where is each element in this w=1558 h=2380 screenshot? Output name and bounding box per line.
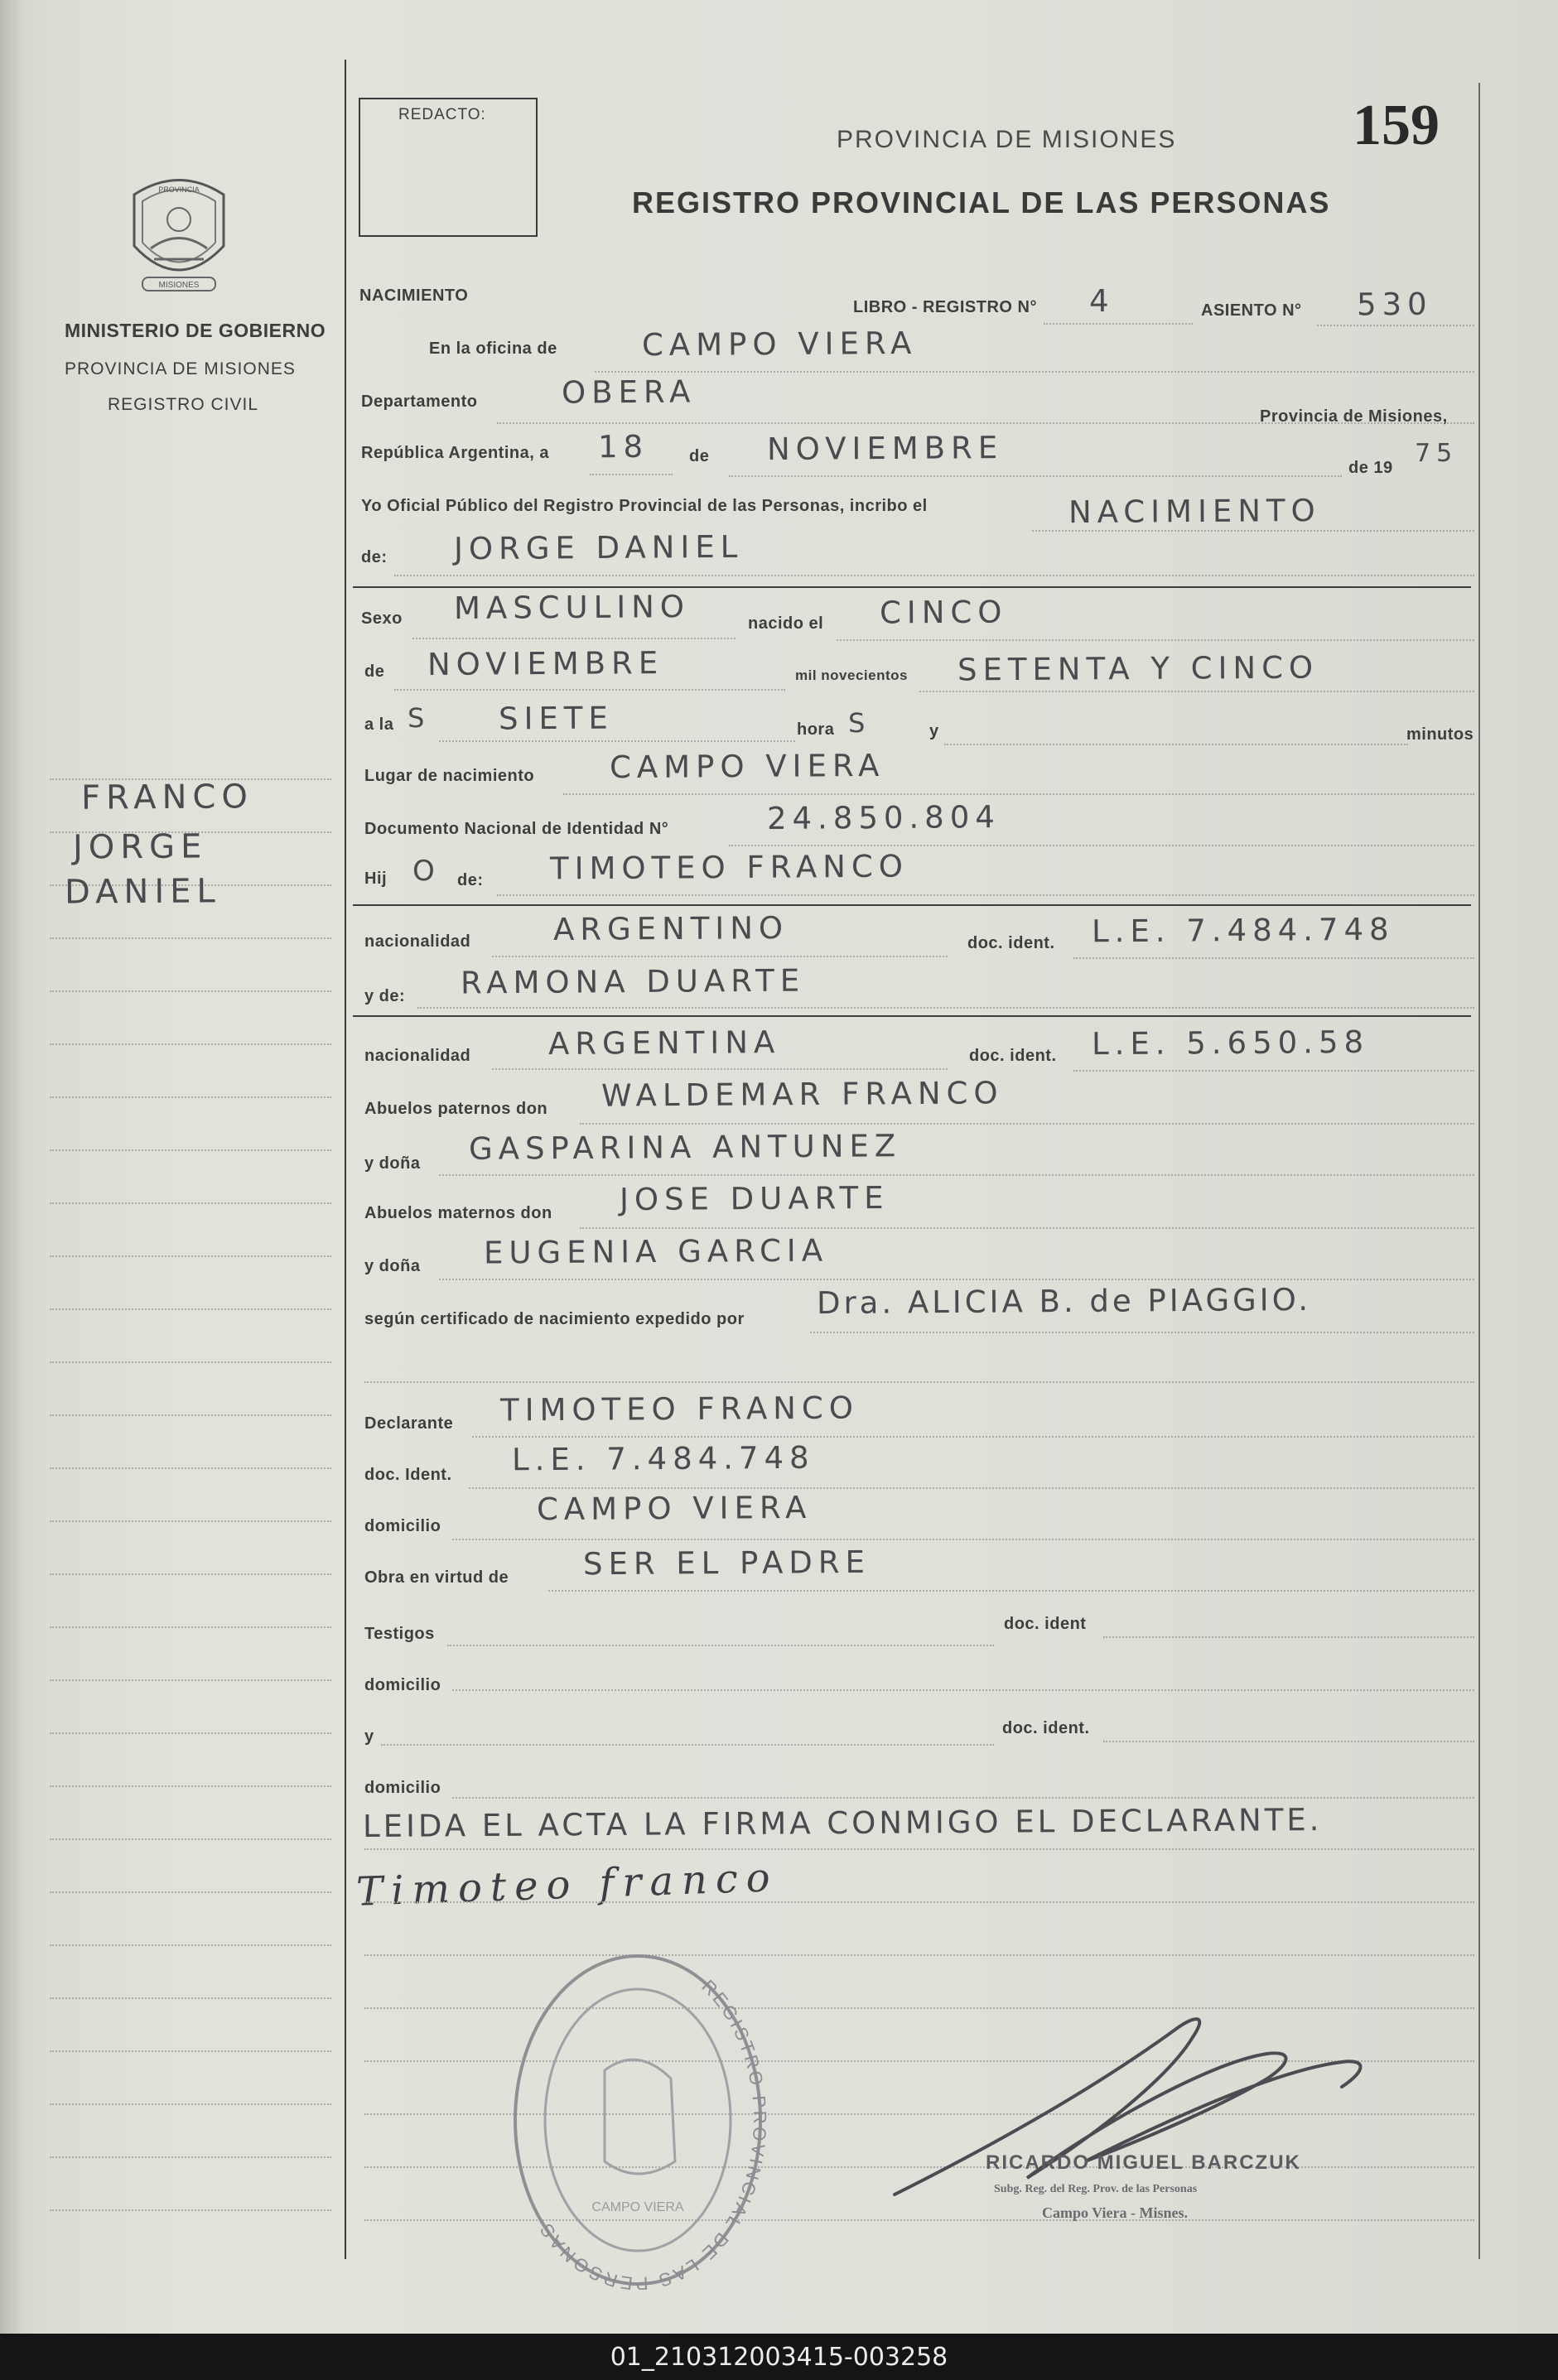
hora-label: hora [797, 720, 835, 739]
doc-ident-madre-label: doc. ident. [969, 1047, 1057, 1065]
nacionalidad-padre-value: ARGENTINO [552, 910, 789, 947]
de19-label: de 19 [1348, 459, 1393, 477]
official-place: Campo Viera - Misnes. [1042, 2204, 1188, 2221]
seal-lower-text: CAMPO VIERA [591, 2200, 684, 2214]
departamento-label: Departamento [361, 393, 478, 411]
oficina-label: En la oficina de [429, 340, 557, 358]
margin-ruled-line [50, 990, 331, 992]
margin-ruled-line [50, 1997, 331, 1999]
abuelos-paternos-label: Abuelos paternos don [364, 1100, 548, 1118]
hora-value: SIETE [498, 700, 614, 737]
asiento-label: ASIENTO N° [1201, 301, 1302, 320]
domicilio-declarante-value: CAMPO VIERA [536, 1489, 813, 1528]
de-nacido-label: de [364, 662, 385, 681]
official-name: RICARDO MIGUEL BARCZUK [986, 2151, 1301, 2174]
margin-ruled-line [50, 2209, 331, 2211]
margin-ruled-line [50, 1096, 331, 1098]
abuela-materna-label: y doña [364, 1257, 421, 1275]
oficina-value: CAMPO VIERA [641, 325, 918, 364]
declarant-signature: Timoteo franco [355, 1854, 779, 1915]
doc-ident-testigo2-label: doc. ident. [1002, 1719, 1090, 1737]
abuela-materna-value: EUGENIA GARCIA [483, 1232, 829, 1271]
margin-ruled-line [50, 1308, 331, 1310]
domicilio-testigo1-label: domicilio [364, 1676, 441, 1694]
doc-declarante-value: L.E. 7.484.748 [511, 1439, 815, 1478]
emblem-ribbon-text: MISIONES [158, 281, 200, 290]
header-province: PROVINCIA DE MISIONES [837, 126, 1177, 153]
registry-title: REGISTRO PROVINCIAL DE LAS PERSONAS [632, 185, 1331, 219]
redacto-box [359, 98, 538, 237]
declarante-label: Declarante [364, 1414, 454, 1433]
documento-label: Documento Nacional de Identidad N° [364, 820, 669, 838]
margin-ruled-line [50, 1520, 331, 1522]
nacido-dia-value: CINCO [879, 594, 1008, 631]
official-signature-icon [878, 1996, 1392, 2211]
margin-ruled-line [50, 1944, 331, 1946]
a-la-label: a la [364, 715, 394, 734]
mil-novecientos-label: mil novecientos [795, 667, 908, 683]
margin-ruled-line [50, 937, 331, 939]
dia-value: 18 [597, 428, 649, 465]
sidebar-ministry: MINISTERIO DE GOBIERNO [65, 320, 326, 341]
abuela-paterna-label: y doña [364, 1154, 421, 1173]
de-label: de [689, 447, 710, 465]
divider [353, 904, 1471, 906]
margin-ruled-line [50, 1785, 331, 1787]
file-id: 01_210312003415-003258 [610, 2342, 948, 2372]
a-la-s-value: S [407, 701, 431, 735]
mes-value: NOVIEMBRE [766, 430, 1004, 467]
margin-note-surname: FRANCO [80, 778, 254, 817]
abuela-paterna-value: GASPARINA ANTUNEZ [468, 1128, 902, 1167]
margin-border-right [1478, 83, 1480, 2259]
declarante-value: TIMOTEO FRANCO [499, 1390, 860, 1428]
redacto-label: REDACTO: [398, 106, 486, 123]
doc-declarante-label: doc. Ident. [364, 1466, 452, 1484]
padre-value: TIMOTEO FRANCO [549, 848, 909, 887]
departamento-value: OBERA [561, 373, 697, 411]
abuelo-materno-value: JOSE DUARTE [619, 1179, 890, 1218]
sexo-value: MASCULINO [453, 589, 691, 626]
nombre-label: de: [361, 548, 388, 566]
hora-s-value: S [847, 706, 871, 740]
closing-statement: LEIDA EL ACTA LA FIRMA CONMIGO EL DECLARANTE. [362, 1801, 1323, 1845]
madre-label: y de: [364, 987, 406, 1005]
lugar-value: CAMPO VIERA [609, 747, 885, 786]
provincia-misiones-label: Provincia de Misiones, [1260, 407, 1448, 426]
margin-note-second-name: DANIEL [64, 872, 221, 912]
libro-value: 4 [1088, 282, 1115, 320]
yo-oficial-label: Yo Oficial Público del Registro Provincial de las Personas, incribo el [361, 497, 928, 515]
divider [353, 1015, 1471, 1017]
margin-ruled-line [50, 1838, 331, 1840]
margin-ruled-line [50, 1202, 331, 1204]
obra-label: Obra en virtud de [364, 1568, 509, 1587]
hij-label: Hij [364, 870, 388, 888]
margin-ruled-line [50, 2156, 331, 2158]
doc-ident-testigo1-label: doc. ident [1004, 1615, 1087, 1633]
province-emblem-icon [118, 170, 240, 302]
margin-ruled-line [50, 1361, 331, 1363]
file-id-bar [0, 2334, 1558, 2380]
nacionalidad-madre-label: nacionalidad [364, 1047, 471, 1065]
asiento-value: 530 [1356, 286, 1433, 323]
margin-note-first-name: JORGE [72, 827, 208, 867]
sidebar-province: PROVINCIA DE MISIONES [65, 359, 296, 378]
domicilio-declarante-label: domicilio [364, 1517, 441, 1535]
seal-ring-text: REGISTRO PROVINCIAL DE LAS PERSONAS [534, 1975, 770, 2294]
nacionalidad-madre-value: ARGENTINA [547, 1024, 781, 1062]
registry-seal-icon [505, 1946, 770, 2294]
minutos-label: minutos [1406, 725, 1474, 744]
hij-o-value: O [412, 854, 441, 889]
doc-madre-value: L.E. 5.650.58 [1091, 1024, 1370, 1062]
margin-ruled-line [50, 1626, 331, 1628]
anio-value: 75 [1414, 438, 1459, 469]
lugar-label: Lugar de nacimiento [364, 767, 535, 785]
doc-padre-value: L.E. 7.484.748 [1091, 911, 1395, 950]
y-testigo2-label: y [364, 1727, 374, 1746]
y-label: y [929, 722, 939, 740]
margin-ruled-line [50, 1679, 331, 1681]
obra-value: SER EL PADRE [582, 1544, 871, 1583]
margin-border-left [345, 60, 346, 2259]
emblem-top-text: PROVINCIA [158, 185, 200, 194]
nacido-anio-value: SETENTA Y CINCO [957, 649, 1319, 688]
segun-certificado-label: según certificado de nacimiento expedido por [364, 1310, 745, 1328]
page-number: 159 [1353, 94, 1440, 157]
margin-ruled-line [50, 1732, 331, 1734]
margin-ruled-line [50, 2103, 331, 2105]
section-label: NACIMIENTO [359, 287, 469, 305]
republica-label: República Argentina, a [361, 444, 549, 462]
sidebar-registry: REGISTRO CIVIL [108, 395, 259, 414]
documento-value: 24.850.804 [766, 799, 1001, 836]
abuelo-paterno-value: WALDEMAR FRANCO [601, 1075, 1004, 1114]
abuelos-maternos-label: Abuelos maternos don [364, 1204, 552, 1222]
margin-ruled-line [50, 1043, 331, 1045]
domicilio-testigo2-label: domicilio [364, 1779, 441, 1797]
acto-value: NACIMIENTO [1068, 492, 1321, 531]
margin-ruled-line [50, 1891, 331, 1893]
libro-label: LIBRO - REGISTRO N° [853, 298, 1037, 316]
official-role: Subg. Reg. del Reg. Prov. de las Personas [994, 2183, 1198, 2195]
madre-value: RAMONA DUARTE [460, 962, 806, 1001]
margin-ruled-line [50, 1467, 331, 1469]
nacionalidad-padre-label: nacionalidad [364, 932, 471, 951]
margin-ruled-line [50, 1414, 331, 1416]
certificado-value: Dra. ALICIA B. de PIAGGIO. [816, 1281, 1312, 1322]
margin-ruled-line [50, 1255, 331, 1257]
testigos-label: Testigos [364, 1625, 435, 1643]
margin-ruled-line [50, 1149, 331, 1151]
nacido-mes-value: NOVIEMBRE [427, 645, 664, 682]
margin-ruled-line [50, 1573, 331, 1575]
svg-text:REGISTRO PROVINCIAL DE LAS PER [534, 1976, 770, 2294]
divider [353, 586, 1471, 588]
doc-ident-padre-label: doc. ident. [967, 934, 1055, 952]
padre-label: de: [457, 871, 484, 889]
sexo-label: Sexo [361, 609, 403, 628]
nombre-value: JORGE DANIEL [453, 528, 744, 567]
nacido-el-label: nacido el [748, 614, 824, 633]
margin-ruled-line [50, 2050, 331, 2052]
binding-edge [0, 0, 23, 2334]
